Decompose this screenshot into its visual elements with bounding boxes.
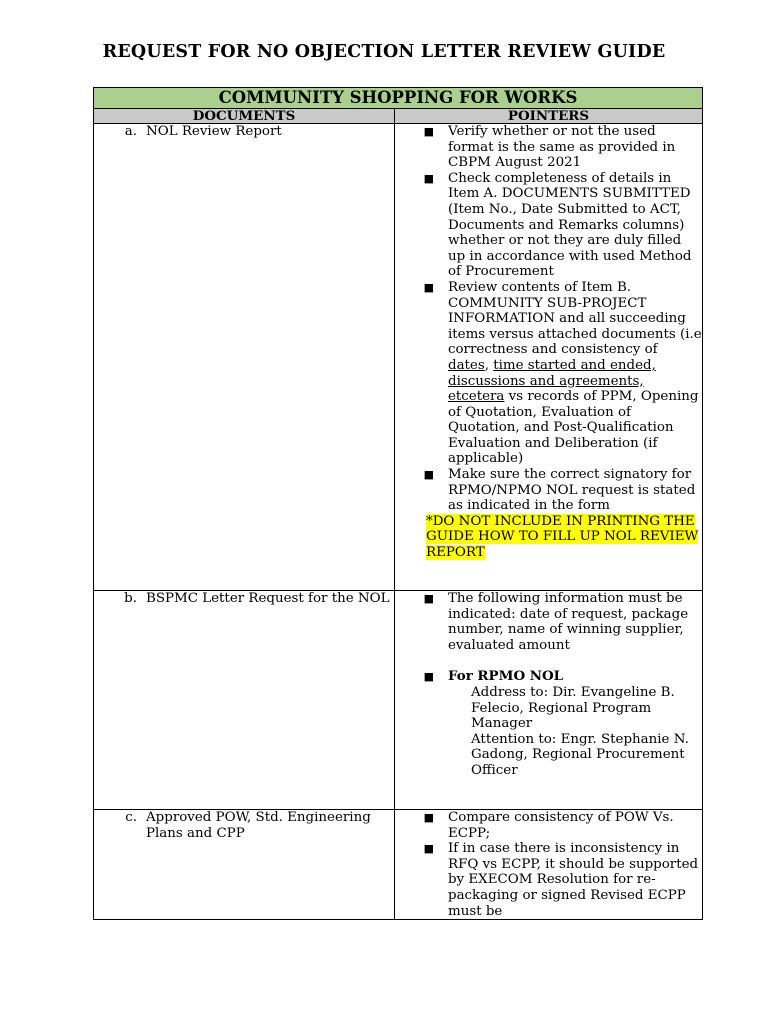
list-item: ■ If in case there is inconsistency in RFQ vs ECPP, it should be supported by EXECOM Resolution for re-packaging or signed Revised ECPP must be [395, 841, 702, 919]
list-item: ■ Check completeness of details in Item A. DOCUMENTS SUBMITTED (Item No., Date Submitted to ACT, Documents and Remarks columns) whether or not they are duly filled up in accordance with used Method of Procurement [395, 171, 702, 280]
list-item: ■ The following information must be indicated: date of request, package number, name of winning supplier, evaluated amount [395, 591, 702, 653]
square-bullet-icon: ■ [423, 171, 434, 185]
square-bullet-icon: ■ [423, 280, 434, 294]
square-bullet-icon: ■ [423, 670, 434, 684]
square-bullet-icon: ■ [423, 842, 434, 856]
square-bullet-icon: ■ [423, 125, 434, 138]
list-item: ■ Make sure the correct signatory for RPMO/NPMO NOL request is stated as indicated in the form [395, 467, 702, 514]
square-bullet-icon: ■ [423, 592, 434, 605]
square-bullet-icon: ■ [423, 468, 434, 482]
document-cell [94, 810, 395, 920]
pointers-cell [395, 810, 703, 920]
document-cell [94, 124, 395, 591]
document-name: Approved POW, Std. Engineering Plans and CPP [146, 810, 371, 841]
document-cell [94, 591, 395, 810]
list-item: ■ Compare consistency of POW Vs. ECPP; [395, 810, 702, 841]
square-bullet-icon: ■ [423, 811, 434, 824]
pointers-cell [395, 124, 703, 591]
table-row [94, 591, 703, 810]
section-title: COMMUNITY SHOPPING FOR WORKS [94, 88, 703, 109]
address-line: Address to: Dir. Evangeline B. Felecio, Regional Program Manager [471, 684, 675, 732]
attention-line: Attention to: Engr. Stephanie N. Gadong, Regional Procurement Officer [471, 731, 689, 778]
table-row [94, 810, 703, 920]
column-header-documents: DOCUMENTS [94, 109, 395, 124]
list-item: ■ For RPMO NOL [395, 669, 702, 685]
document-name: NOL Review Report [146, 124, 282, 139]
review-guide-table [93, 87, 703, 920]
table-row [94, 124, 703, 591]
page-title: REQUEST FOR NO OBJECTION LETTER REVIEW GUIDE [102, 42, 666, 62]
item-letter: b. [124, 591, 137, 606]
item-letter: c. [125, 810, 137, 825]
column-header-pointers: POINTERS [395, 109, 703, 124]
document-name: BSPMC Letter Request for the NOL [146, 591, 390, 606]
list-item: ■ Verify whether or not the used format is the same as provided in CBPM August 2021 [395, 124, 702, 171]
list-item: ■ Review contents of Item B. COMMUNITY SUB-PROJECT INFORMATION and all succeeding items versus attached documents (i.e correctness and consistency of dates, time started and ended, discussions and agreements, etcetera vs records of PPM, Opening of Quotation, Evaluation of Quotation, and Post-Qualification Evaluation and Deliberation (if applicable) [395, 280, 702, 467]
highlighted-note: *DO NOT INCLUDE IN PRINTING THE GUIDE HOW TO FILL UP NOL REVIEW REPORT [426, 513, 699, 561]
item-letter: a. [124, 124, 137, 139]
pointers-cell [395, 591, 703, 810]
